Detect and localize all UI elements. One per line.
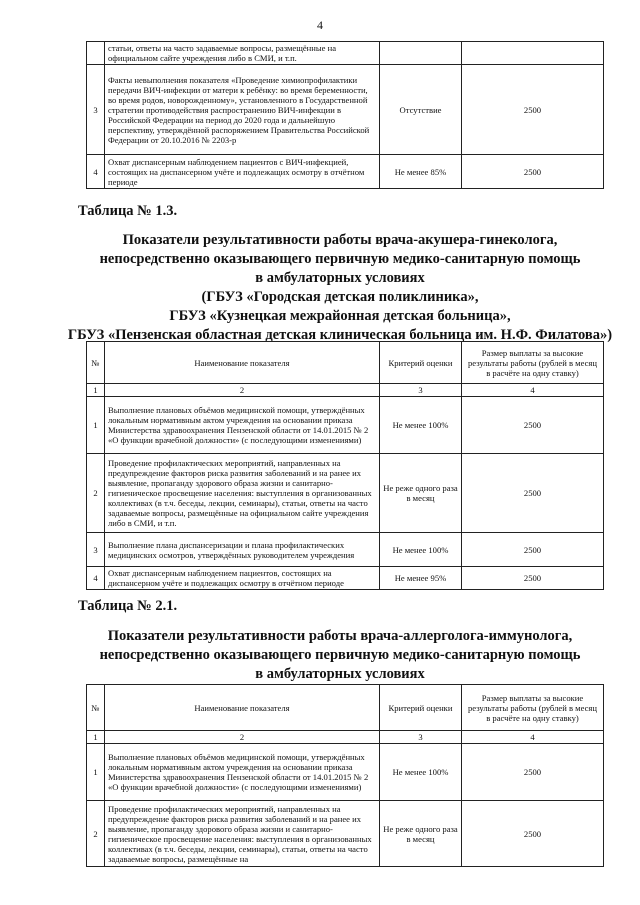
table-row	[87, 397, 604, 454]
header-num: №	[87, 342, 105, 384]
header-name: Наименование показателя	[105, 685, 380, 731]
title-line: ГБУЗ «Пензенская областная детская клиническая больница им. Н.Ф. Филатова»)	[67, 327, 613, 343]
row-number: 1	[87, 744, 105, 801]
column-number-row	[87, 384, 604, 397]
criterion-cell: Отсутствие	[380, 65, 462, 155]
table-row	[87, 42, 604, 65]
table-header-row	[87, 342, 604, 384]
row-number: 1	[87, 397, 105, 454]
header-name: Наименование показателя	[105, 342, 380, 384]
table-row	[87, 744, 604, 801]
table-row	[87, 801, 604, 867]
title-line: непосредственно оказывающего первичную медико-санитарную помощь	[99, 251, 581, 267]
table-label: Таблица № 1.3.	[78, 203, 178, 219]
title-line: Показатели результативности работы врача-аллерголога-иммунолога,	[107, 628, 573, 644]
table-row	[87, 567, 604, 590]
header-num: №	[87, 685, 105, 731]
row-number	[87, 42, 105, 65]
col-number: 3	[380, 384, 462, 397]
table-header-row	[87, 685, 604, 731]
indicator-text: Выполнение плана диспансеризации и плана профилактических медицинских осмотров, утверждённых руководителем учреждения	[105, 533, 380, 567]
table-row	[87, 533, 604, 567]
amount-cell: 2500	[462, 801, 604, 867]
title-line: в амбулаторных условиях	[255, 270, 425, 286]
amount-cell: 2500	[462, 454, 604, 533]
row-number: 4	[87, 567, 105, 590]
indicator-text: Охват диспансерным наблюдением пациентов с ВИЧ-инфекцией, состоящих на диспансерном учёте и подлежащих осмотру в отчётном периоде	[105, 155, 380, 189]
row-number: 3	[87, 533, 105, 567]
header-amount: Размер выплаты за высокие результаты работы (рублей в месяц в расчёте на одну ставку)	[462, 342, 604, 384]
header-amount: Размер выплаты за высокие результаты работы (рублей в месяц в расчёте на одну ставку)	[462, 685, 604, 731]
criterion-cell: Не менее 95%	[380, 567, 462, 590]
title-line: (ГБУЗ «Городская детская поликлиника»,	[201, 289, 479, 305]
page-number: 4	[317, 18, 323, 32]
title-line: ГБУЗ «Кузнецкая межрайонная детская больница»,	[169, 308, 511, 324]
row-number: 4	[87, 155, 105, 189]
criterion-cell: Не менее 100%	[380, 397, 462, 454]
section-title	[60, 627, 620, 684]
row-number: 2	[87, 801, 105, 867]
amount-cell: 2500	[462, 155, 604, 189]
col-number: 2	[105, 731, 380, 744]
amount-cell	[462, 42, 604, 65]
amount-cell: 2500	[462, 65, 604, 155]
section-title	[60, 231, 620, 345]
title-line: Показатели результативности работы врача-акушера-гинеколога,	[122, 232, 558, 248]
table-row	[87, 454, 604, 533]
col-number: 1	[87, 384, 105, 397]
indicator-text: Проведение профилактических мероприятий, направленных на предупреждение факторов риска развития заболеваний и на ранее их выявление, пропаганду здорового образа жизни и санитарно-гигиеническое просвещение населения: выступления в организованных коллективах (в т.ч. беседы, лекции, семинары), статьи, ответы на часто задаваемые вопросы, размещённые на официальном сайте учреждения либо в СМИ, и т.п.	[105, 454, 380, 533]
amount-cell: 2500	[462, 744, 604, 801]
indicator-text: Охват диспансерным наблюдением пациентов, состоящих на диспансерном учёте и подлежащих осмотру в отчётном периоде	[105, 567, 380, 590]
criterion-cell	[380, 42, 462, 65]
table-1-3	[86, 341, 604, 590]
header-criterion: Критерий оценки	[380, 685, 462, 731]
criterion-cell: Не реже одного раза в месяц	[380, 801, 462, 867]
table-continuation	[86, 41, 604, 189]
indicator-text: Проведение профилактических мероприятий, направленных на предупреждение факторов риска развития заболеваний и на ранее их выявление, пропаганду здорового образа жизни и санитарно-гигиеническое просвещение населения: выступления в организованных коллективах (в т.ч. беседы, лекции, семинары), статьи, ответы на часто задаваемые вопросы, размещённые на	[105, 801, 380, 867]
col-number: 2	[105, 384, 380, 397]
table-2-1	[86, 684, 604, 867]
column-number-row	[87, 731, 604, 744]
col-number: 3	[380, 731, 462, 744]
title-line: в амбулаторных условиях	[255, 666, 425, 682]
col-number: 1	[87, 731, 105, 744]
row-number: 3	[87, 65, 105, 155]
table-row	[87, 65, 604, 155]
table-label: Таблица № 2.1.	[78, 598, 178, 614]
criterion-cell: Не реже одного раза в месяц	[380, 454, 462, 533]
row-number: 2	[87, 454, 105, 533]
indicator-text: Выполнение плановых объёмов медицинской помощи, утверждённых локальным нормативным актом учреждения на основании приказа Министерства здравоохранения Пензенской области от 14.01.2015 № 2 «О функции врачебной должности» (с последующими изменениями)	[105, 397, 380, 454]
header-criterion: Критерий оценки	[380, 342, 462, 384]
col-number: 4	[462, 384, 604, 397]
criterion-cell: Не менее 100%	[380, 744, 462, 801]
indicator-text: Выполнение плановых объёмов медицинской помощи, утверждённых локальным нормативным актом учреждения на основании приказа Министерства здравоохранения Пензенской области от 14.01.2015 № 2 «О функции врачебной должности» (с последующими изменениями)	[105, 744, 380, 801]
amount-cell: 2500	[462, 397, 604, 454]
criterion-cell: Не менее 100%	[380, 533, 462, 567]
indicator-text: статьи, ответы на часто задаваемые вопросы, размещённые на официальном сайте учреждения либо в СМИ, и т.п.	[105, 42, 380, 65]
title-line: непосредственно оказывающего первичную медико-санитарную помощь	[99, 647, 581, 663]
amount-cell: 2500	[462, 567, 604, 590]
table-row	[87, 155, 604, 189]
criterion-cell: Не менее 85%	[380, 155, 462, 189]
indicator-text: Факты невыполнения показателя «Проведение химиопрофилактики передачи ВИЧ-инфекции от матери к ребёнку: во время беременности, во время родов, новорожденному», установленного в Государственной стратегии противодействия распространению ВИЧ-инфекции в Российской Федерации на период до 2020 года и дальнейшую перспективу, утверждённой распоряжением Правительства Российской Федерации от 20.10.2016 № 2203-р	[105, 65, 380, 155]
amount-cell: 2500	[462, 533, 604, 567]
col-number: 4	[462, 731, 604, 744]
